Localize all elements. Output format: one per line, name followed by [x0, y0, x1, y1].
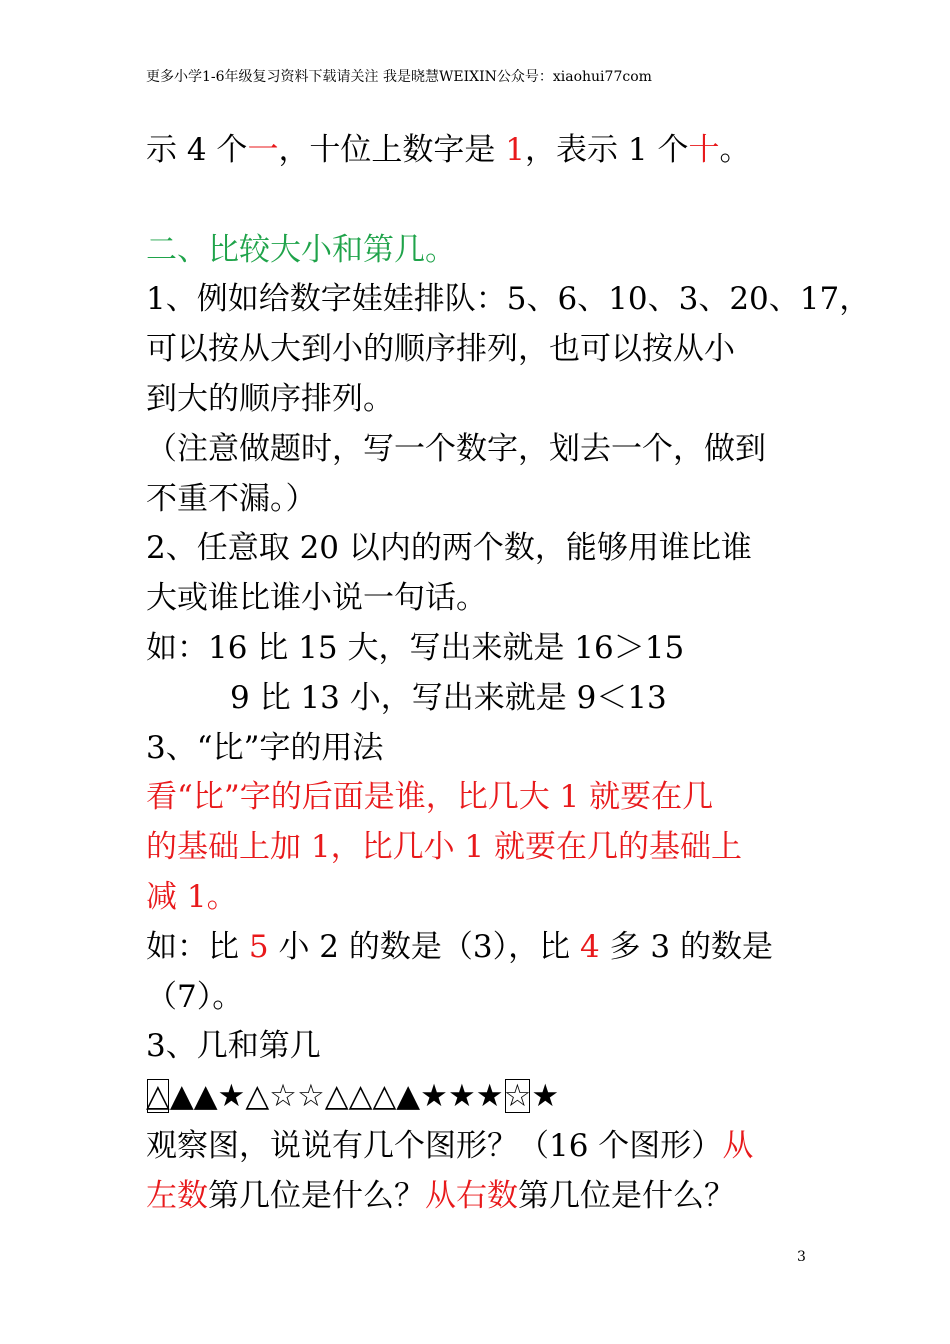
text: ，十位上数字是 [278, 132, 506, 168]
text: 小 2 的数是（3），比 [268, 928, 580, 965]
highlight-text: 4 [579, 928, 600, 965]
example-line [146, 923, 826, 973]
paragraph-line: 到大的顺序排列。 [146, 380, 394, 417]
text: 。 [719, 132, 751, 168]
text: 第几位是什么？ [518, 1177, 735, 1214]
rule-line: 的基础上加 1，比几小 1 就要在几的基础上 [146, 829, 743, 866]
highlight-text: 左数 [146, 1177, 208, 1214]
shape-15: ☆ [503, 1078, 532, 1115]
section-title: 二、比较大小和第几。 [146, 231, 456, 268]
question-line [146, 1122, 826, 1172]
shape-9: △ [348, 1078, 373, 1115]
shape-6: ☆ [269, 1078, 297, 1115]
highlight-text: 5 [248, 928, 269, 965]
text: 如：比 [146, 928, 249, 965]
question-line [146, 1172, 826, 1222]
document-body [146, 126, 871, 1222]
text: 示 4 个 [146, 132, 248, 168]
paragraph-line: 3、“比”字的用法 [146, 729, 384, 766]
paragraph-line: 如：16 比 15 大，写出来就是 16＞15 [146, 629, 685, 666]
shape-3: ▲ [193, 1078, 218, 1115]
page-number: 3 [797, 1249, 806, 1265]
rule-line: 看“比”字的后面是谁，比几大 1 就要在几 [146, 779, 714, 816]
header-note: 更多小学1-6年级复习资料下载请关注 我是晓慧WEIXIN公众号：xiaohui77com [146, 69, 652, 85]
text: 第几位是什么？ [208, 1177, 425, 1214]
highlight-text: 从 [722, 1127, 754, 1164]
paragraph-line: 大或谁比谁小说一句话。 [146, 580, 487, 617]
shape-12: ★ [420, 1078, 448, 1115]
paragraph-line: 1、例如给数字娃娃排队：5、6、10、3、20、17， [146, 281, 871, 318]
text: 观察图，说说有几个图形？（16 个图形） [146, 1127, 723, 1164]
paragraph-line: 9 比 13 小，写出来就是 9＜13 [230, 679, 667, 716]
paragraph-line: 不重不漏。） [146, 480, 317, 517]
highlight-text: 1 [505, 132, 526, 168]
highlight-text: 从右数 [425, 1177, 518, 1214]
paragraph-line: 2、任意取 20 以内的两个数，能够用谁比谁 [146, 530, 752, 567]
shape-16: ★ [531, 1078, 560, 1115]
shape-5: △ [245, 1078, 270, 1115]
shape-4: ★ [217, 1078, 246, 1115]
shape-10: △ [372, 1078, 397, 1115]
paragraph-line: （7）。 [146, 978, 244, 1015]
shape-13: ★ [447, 1078, 476, 1115]
line-place-value [146, 126, 826, 176]
rule-line: 减 1。 [146, 878, 238, 915]
paragraph-line: 3、几和第几 [146, 1028, 321, 1065]
shape-7: ☆ [296, 1078, 325, 1115]
highlight-text: 一 [247, 132, 279, 168]
shape-8: △ [324, 1078, 349, 1115]
shape-14: ★ [475, 1078, 504, 1115]
spacer [146, 176, 826, 226]
shape-2: ▲ [169, 1078, 194, 1115]
shape-sequence [146, 1072, 826, 1122]
shape-1: △ [146, 1078, 170, 1115]
text: ，表示 1 个 [525, 132, 689, 168]
text: 多 3 的数是 [599, 928, 773, 965]
highlight-text: 十 [688, 132, 720, 168]
paragraph-line: 可以按从大到小的顺序排列，也可以按从小 [146, 331, 735, 368]
shape-11: ▲ [396, 1078, 421, 1115]
paragraph-line: （注意做题时，写一个数字，划去一个，做到 [146, 430, 766, 467]
